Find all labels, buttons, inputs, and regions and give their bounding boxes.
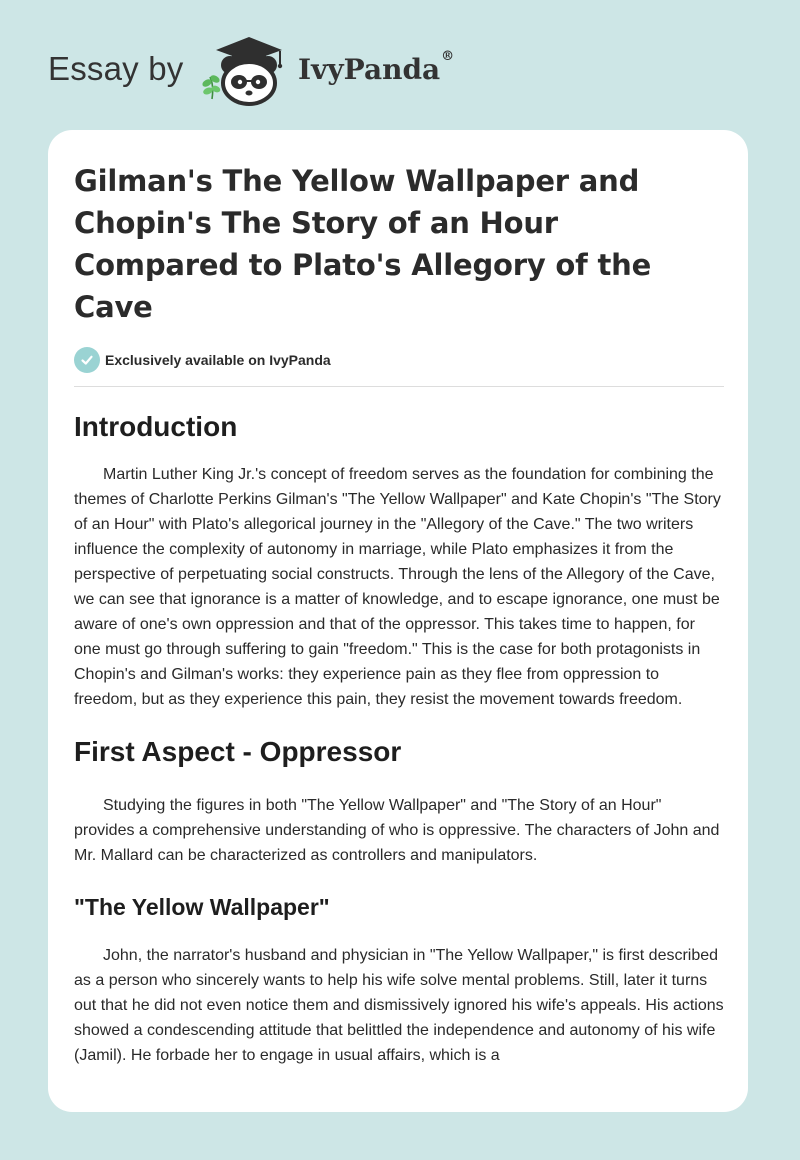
subsection-heading-yellow-wallpaper: "The Yellow Wallpaper" [74, 894, 330, 920]
site-header [0, 0, 800, 130]
exclusive-badge [74, 346, 724, 374]
brand-name-text: IvyPanda [298, 53, 441, 86]
paragraph-yellow-wallpaper: John, the narrator's husband and physician in "The Yellow Wallpaper," is first described as a person who sincerely wants to help his wife solve mental problems. Still, later it turns out that he did not even notice them and dismissively ignored his wife's appeals. His actions showed a condescending attitude that belittled the independence and autonomy of his wife (Jamil). He forbade her to engage in usual affairs, which is a [74, 947, 724, 1064]
essay-card [48, 130, 748, 1112]
title-divider [74, 386, 724, 387]
brand-name[interactable] [298, 49, 455, 86]
paragraph-introduction: Martin Luther King Jr.'s concept of freedom serves as the foundation for combining the themes of Charlotte Perkins Gilman's "The Yellow Wallpaper" and Kate Chopin's "The Story of an Hour" with Plato's allegorical journey in the "Allegory of the Cave." The two writers influence the complexity of autonomy in marriage, while Plato emphasizes it from the perspective of perpetuating social constructs. Through the lens of the Allegory of the Cave, we can see that ignorance is a matter of knowledge, and to escape ignorance, one must be aware of one's own oppression and that of the oppressor. This takes time to happen, for one must go through suffering to gain "freedom." This is the case for both protagonists in Chopin's and Gilman's works: they experience pain as they flee from oppression to freedom, but as they experience this pain, they resist the movement towards freedom. [74, 466, 721, 708]
paragraph-first-aspect: Studying the figures in both "The Yellow Wallpaper" and "The Story of an Hour" provides a comprehensive understanding of who is oppressive. The characters of John and Mr. Mallard can be characterized as controllers and manipulators. [74, 797, 720, 864]
leaf-icon [201, 74, 221, 99]
essay-content [74, 160, 724, 1068]
panda-graduate-logo-icon[interactable] [198, 33, 294, 107]
section-heading-first-aspect: First Aspect - Oppressor [74, 736, 402, 767]
essay-by-label: Essay by [48, 50, 184, 87]
exclusive-badge-label: Exclusively available on IvyPanda [105, 352, 331, 368]
section-heading-introduction: Introduction [74, 411, 238, 442]
essay-title: Gilman's The Yellow Wallpaper and Chopin's The Story of an Hour Compared to Plato's Allegory of the Cave [74, 164, 652, 324]
registered-mark: ® [441, 49, 455, 64]
check-circle-icon [74, 347, 100, 373]
